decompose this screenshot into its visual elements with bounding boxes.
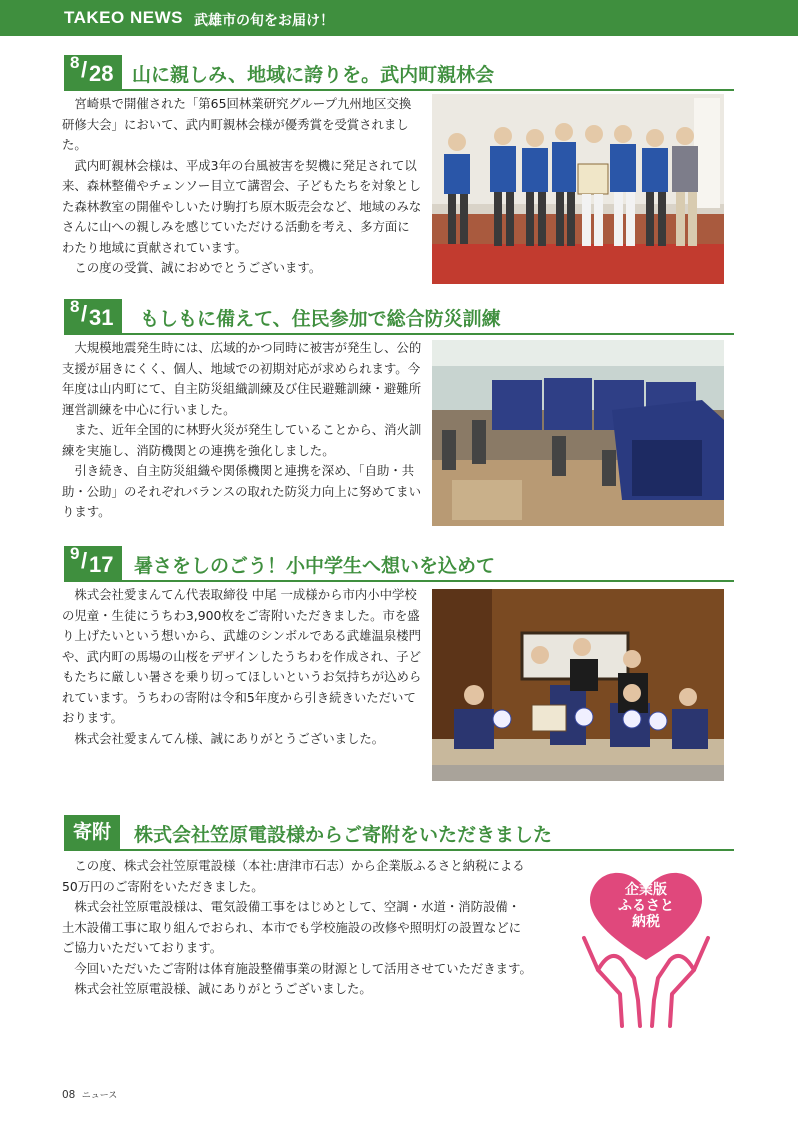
paragraph: 引き続き、自主防災組織や関係機関と連携を深め、「自助・共助・公助」のそれぞれバランスの取れた防災力向上に努めてまいります。 [62,463,421,519]
badge-line-2: ふるさと [618,898,674,914]
section-body-3 [62,585,422,749]
donation-tag: 寄附 [64,815,120,849]
paragraph: 武内町親林会様は、平成3年の台風被害を契機に発足されて以来、森林整備やチェンソー目立て講習会、子どもたちを対象とした森林教室の開催やしいたけ駒打ち原木販売会など、地域のみなさんに山への親しみを感じていただける活動を考え、多方面にわたり地域に貢献されています。 [62,157,422,255]
section-rule-2 [64,333,734,335]
section-header-4 [64,815,734,851]
section-title-2: もしもに備えて、住民参加で総合防災訓練 [140,308,501,330]
photo-award-group [432,94,724,284]
section-header-1 [64,55,734,91]
section-header-2 [64,299,734,335]
section-body-1 [62,94,422,279]
date-badge-2: 8 / 31 [64,299,122,333]
page-header [0,0,798,36]
section-rule-1 [64,89,734,91]
paragraph: 株式会社笠原電設様、誠にありがとうございました。 [74,981,372,996]
page-footer [62,1088,117,1101]
section-body-2 [62,338,422,523]
photo-disaster-drill [432,340,724,526]
paragraph: 今回いただいたご寄附は体育施設整備事業の財源として活用させていただきます。 [74,960,532,976]
footer-label: ニュース [81,1091,118,1101]
badge-line-1: 企業版 [625,882,667,898]
paragraph: この度の受賞、誠におめでとうございます。 [74,260,322,275]
section-rule-4 [64,849,734,851]
section-body-4 [62,856,532,1000]
section-header-3 [64,546,734,582]
date-badge-1: 8 / 28 [64,55,122,89]
page-number: 08 [62,1089,76,1101]
paragraph: 株式会社愛まんてん様、誠にありがとうございました。 [74,730,385,746]
section-title-4: 株式会社笠原電設様からご寄附をいただきました [134,824,553,846]
badge-line-3: 納税 [632,914,660,930]
paragraph: 株式会社笠原電設様は、電気設備工事をはじめとして、空調・水道・消防設備・土木設備工事に取り組んでおられ、本市でも学校施設の改修や照明灯の設置などにご協力いただいております。 [62,899,522,955]
photo-fan-donation [432,589,724,781]
section-rule-3 [64,580,734,582]
paragraph: 大規模地震発生時には、広域的かつ同時に被害が発生し、公的支援が届きにくく、個人、地域での初期対応が求められます。今年度は山内町にて、自主防災組織訓練及び住民避難訓練・避難所運営訓練を中心に行いました。 [62,340,422,417]
date-badge-3: 9 / 17 [64,546,122,580]
section-title-1: 山に親しみ、地域に誇りを。武内町親林会 [132,64,495,86]
furusato-tax-badge [576,860,716,1030]
paragraph: また、近年全国的に林野火災が発生していることから、消火訓練を実施し、消防機関との連携を強化しました。 [62,422,422,458]
header-tagline: 武雄市の旬をお届け！ [194,13,334,29]
paragraph: この度、株式会社笠原電設様（本社:唐津市石志）から企業版ふるさと納税による50万円のご寄附をいただきました。 [62,858,525,894]
paragraph: 株式会社愛まんてん代表取締役 中尾 一成様から市内小中学校の児童・生徒にうちわ3,900枚をご寄附いただきました。市を盛り上げたいという想いから、武雄のシンボルである武雄温泉楼門や、武内町の馬場の山桜をデザインしたうちわを作成され、子どもたちに厳しい暑さを乗り切ってほしいというお気持ちが込められています。うちわの寄附は令和5年度から引き続きいただいております。 [62,587,422,725]
paragraph: 宮崎県で開催された「第65回林業研究グループ九州地区交換研修大会」において、武内町親林会様が優秀賞を受賞されました。 [62,96,412,152]
section-title-3: 暑さをしのごう！小中学生へ想いを込めて [134,555,496,577]
brand-title: TAKEO NEWS [64,8,183,27]
